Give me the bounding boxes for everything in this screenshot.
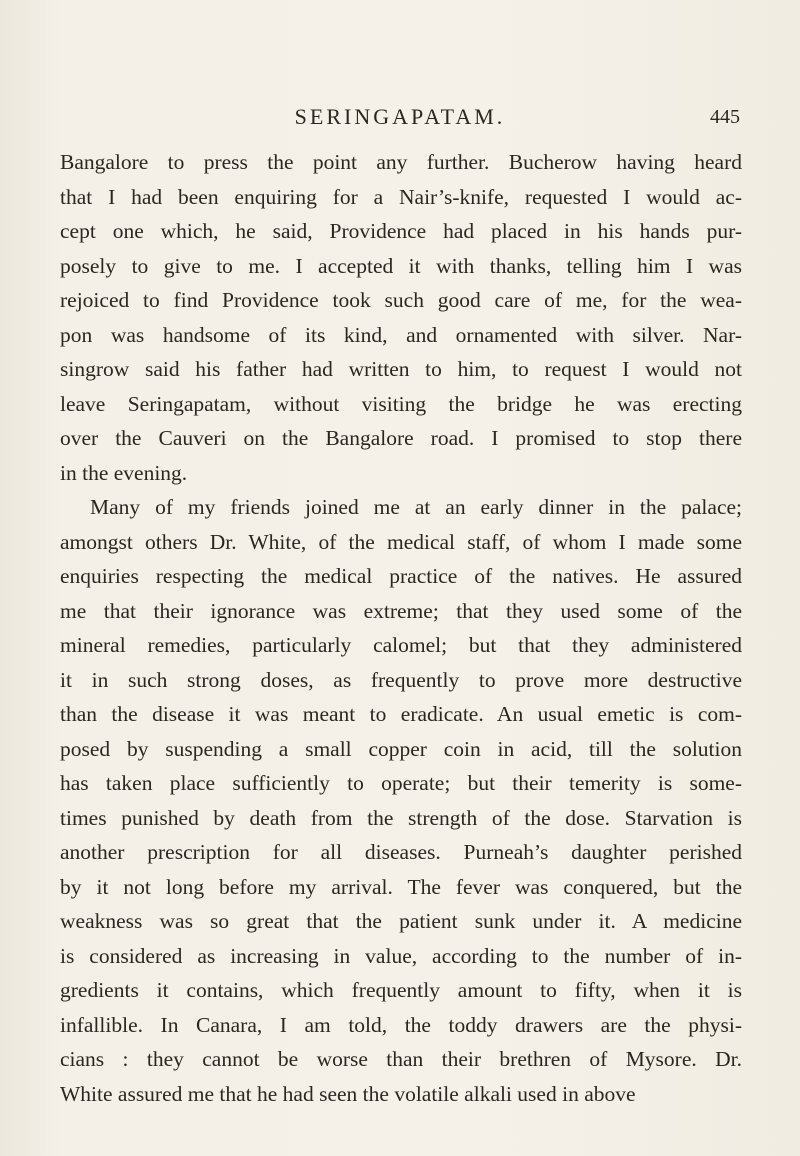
text-line: by it not long before my arrival. The fever was conquered, but the xyxy=(60,874,742,899)
text-line: weakness was so great that the patient sunk under it. A medicine xyxy=(60,909,742,933)
text-line: is considered as increasing in value, according to the number of in- xyxy=(60,943,742,968)
text-line: Bangalore to press the point any further. Bucherow having heard xyxy=(60,150,742,174)
body-text xyxy=(60,145,742,1111)
text-line: leave Seringapatam, without visiting the bridge he was erecting xyxy=(60,391,742,416)
text-line: singrow said his father had written to him, to request I would not xyxy=(60,357,742,381)
text-line: has taken place sufficiently to operate; but their temerity is some- xyxy=(60,771,742,795)
text-line: gredients it contains, which frequently amount to fifty, when it is xyxy=(60,978,742,1002)
text-line: posely to give to me. I accepted it with thanks, telling him I was xyxy=(60,253,742,278)
text-line: over the Cauveri on the Bangalore road. I promised to stop there xyxy=(60,426,742,450)
text-line: it in such strong doses, as frequently to prove more destructive xyxy=(60,667,742,692)
text-line: mineral remedies, particularly calomel; but that they administered xyxy=(60,633,742,657)
text-line: times punished by death from the strength of the dose. Starvation is xyxy=(60,805,742,830)
text-line: that I had been enquiring for a Nair’s-knife, requested I would ac- xyxy=(60,184,742,209)
text-line: cept one which, he said, Providence had placed in his hands pur- xyxy=(60,219,742,243)
text-line: White assured me that he had seen the volatile alkali used in above xyxy=(60,1081,636,1106)
text-line: cians : they cannot be worse than their brethren of Mysore. Dr. xyxy=(60,1047,742,1071)
text-line: in the evening. xyxy=(60,460,188,485)
page-number: 445 xyxy=(710,106,740,128)
text-line: infallible. In Canara, I am told, the toddy drawers are the physi- xyxy=(60,1012,742,1037)
text-line: me that their ignorance was extreme; that they used some of the xyxy=(60,598,742,623)
text-line: posed by suspending a small copper coin in acid, till the solution xyxy=(60,736,742,761)
text-line: enquiries respecting the medical practice of the natives. He assured xyxy=(60,564,742,588)
page-header xyxy=(60,104,740,136)
paragraph-start-line: Many of my friends joined me at an early dinner in the palace; xyxy=(90,495,742,519)
text-line: amongst others Dr. White, of the medical staff, of whom I made some xyxy=(60,529,742,554)
text-line: than the disease it was meant to eradicate. An usual emetic is com- xyxy=(60,702,742,726)
text-line: pon was handsome of its kind, and ornamented with silver. Nar- xyxy=(60,322,742,347)
running-head: SERINGAPATAM. xyxy=(294,104,506,129)
text-line: another prescription for all diseases. Purneah’s daughter perished xyxy=(60,840,742,864)
text-line: rejoiced to find Providence took such good care of me, for the wea- xyxy=(60,288,742,312)
